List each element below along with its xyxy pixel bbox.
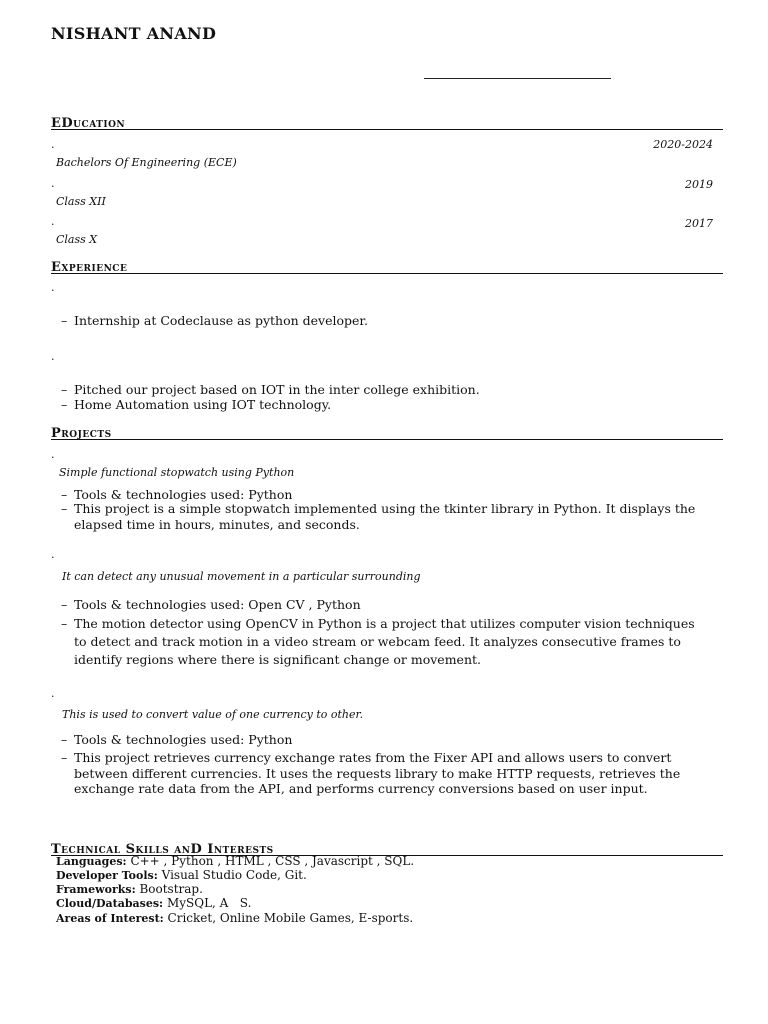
- bullet-dash: –: [61, 382, 68, 397]
- bullet-dash: –: [61, 501, 68, 516]
- skill-label: Developer Tools:: [56, 869, 158, 882]
- skill-row-cloud-databases: [56, 896, 251, 911]
- skill-row-developer-tools: [56, 868, 307, 883]
- section-header-skills: Technical Skills anD Interests: [51, 838, 723, 856]
- bullet-dash: –: [61, 732, 68, 747]
- project-tools: – Tools & technologies used: Python: [61, 487, 293, 502]
- skill-label: Frameworks:: [56, 883, 136, 896]
- education-degree: Class XII: [56, 195, 106, 208]
- skill-value: MySQL, A S.: [163, 896, 252, 910]
- experience-marker: .: [51, 350, 55, 363]
- project-tools: – Tools & technologies used: Python: [61, 732, 293, 747]
- bullet-dash: –: [61, 616, 68, 631]
- experience-item: – Home Automation using IOT technology.: [61, 397, 332, 412]
- experience-marker: .: [51, 281, 55, 294]
- project-subtitle: Simple functional stopwatch using Python: [59, 466, 295, 479]
- project-description: – This project retrieves currency exchange rates from the Fixer API and allows users to convert between different currencies. It uses the requests library to make HTTP requests, retrieves the exchange rate data from the API, and performs currency conversions based on user input.: [61, 750, 681, 796]
- skill-label: Languages:: [56, 855, 127, 868]
- skill-label: Areas of Interest:: [56, 912, 164, 925]
- education-degree: Class X: [56, 233, 98, 246]
- education-years: 2017: [685, 217, 713, 230]
- skill-row-frameworks: [56, 882, 203, 897]
- bullet-dash: –: [61, 313, 68, 328]
- bullet-dash: –: [61, 487, 68, 502]
- skill-row-languages: [56, 854, 414, 869]
- project-subtitle: This is used to convert value of one currency to other.: [62, 708, 364, 721]
- project-description: – The motion detector using OpenCV in Python is a project that utilizes computer vision techniques to detect and track motion in a video stream or webcam feed. It analyzes consecutive frames to identify regions where there is significant change or movement.: [61, 616, 695, 667]
- skill-value: Bootstrap.: [135, 882, 203, 896]
- project-description: – This project is a simple stopwatch implemented using the tkinter library in Python. It displays the elapsed time in hours, minutes, and seconds.: [61, 501, 696, 532]
- bullet-dash: –: [61, 397, 68, 412]
- project-subtitle: It can detect any unusual movement in a particular surrounding: [62, 570, 421, 583]
- education-marker: .: [51, 138, 55, 151]
- skill-value: Visual Studio Code, Git.: [157, 868, 307, 882]
- education-marker: .: [51, 177, 55, 190]
- project-marker: .: [51, 687, 55, 700]
- project-tools: – Tools & technologies used: Open CV , Python: [61, 597, 361, 612]
- bullet-dash: –: [61, 750, 68, 765]
- section-header-experience: Experience: [51, 256, 723, 274]
- section-header-education: EDucation: [51, 112, 723, 130]
- experience-item: – Internship at Codeclause as python developer.: [61, 313, 368, 328]
- education-years: 2019: [685, 178, 713, 191]
- skill-row-areas-of-interest: [56, 911, 413, 926]
- project-marker: .: [51, 448, 55, 461]
- section-header-projects: Projects: [51, 422, 723, 440]
- skill-value: Cricket, Online Mobile Games, E-sports.: [163, 911, 414, 925]
- education-degree: Bachelors Of Engineering (ECE): [56, 156, 237, 169]
- skill-label: Cloud/Databases:: [56, 897, 164, 910]
- resume-name: NISHANT ANAND: [51, 24, 217, 43]
- project-marker: .: [51, 548, 55, 561]
- education-marker: .: [51, 215, 55, 228]
- bullet-dash: –: [61, 597, 68, 612]
- experience-item: – Pitched our project based on IOT in the inter college exhibition.: [61, 382, 480, 397]
- signature-line: [424, 78, 611, 79]
- skill-value: C++ , Python , HTML , CSS , Javascript , SQL.: [126, 854, 415, 868]
- education-years: 2020-2024: [653, 138, 713, 151]
